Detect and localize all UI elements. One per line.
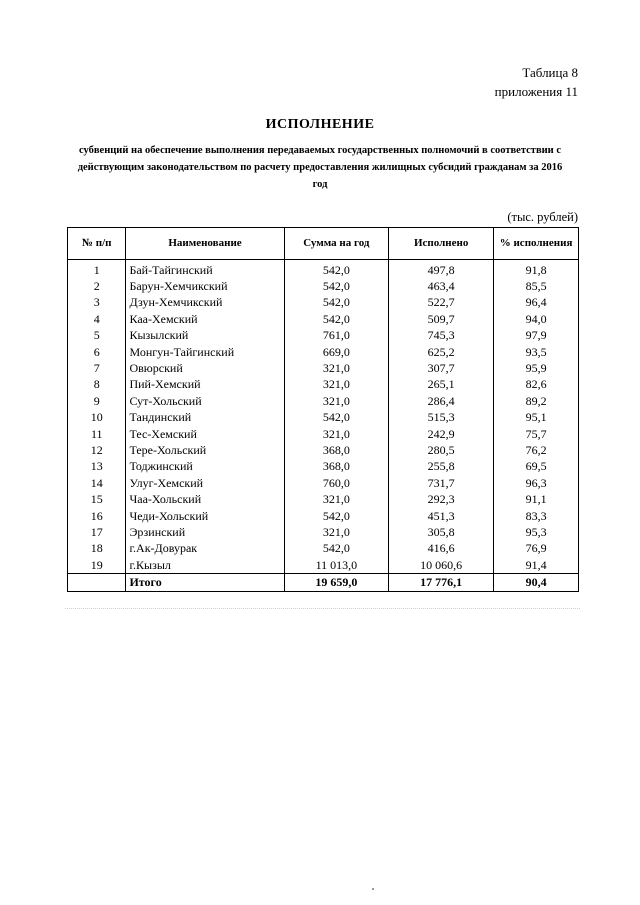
table-row [68, 360, 579, 376]
row-annual-sum-cell: 321,0 [284, 360, 389, 376]
row-executed-cell: 286,4 [389, 393, 494, 409]
row-number-cell: 16 [68, 508, 126, 524]
row-percent-cell: 91,1 [494, 491, 579, 507]
row-percent-cell: 76,2 [494, 442, 579, 458]
row-number-cell: 10 [68, 410, 126, 426]
table-number-label: Таблица 8 [522, 65, 578, 80]
row-name-cell: Улуг-Хемский [126, 475, 284, 491]
row-name-cell: Каа-Хемский [126, 311, 284, 327]
row-executed-cell: 463,4 [389, 278, 494, 294]
row-annual-sum-cell: 542,0 [284, 508, 389, 524]
row-percent-cell: 91,4 [494, 557, 579, 574]
row-number-cell: 11 [68, 426, 126, 442]
table-row [68, 328, 579, 344]
row-name-cell: Монгун-Тайгинский [126, 344, 284, 360]
table-row [68, 311, 579, 327]
row-executed-cell: 305,8 [389, 524, 494, 540]
row-annual-sum-cell: 11 013,0 [284, 557, 389, 574]
row-annual-sum-cell: 368,0 [284, 442, 389, 458]
table-row [68, 393, 579, 409]
table-row [68, 491, 579, 507]
units-label: (тыс. рублей) [507, 210, 578, 224]
column-header-annual-sum: Сумма на год [284, 228, 389, 260]
table-body [68, 260, 579, 574]
row-number-cell: 12 [68, 442, 126, 458]
row-number-cell: 7 [68, 360, 126, 376]
row-number-cell: 1 [68, 260, 126, 279]
row-percent-cell: 93,5 [494, 344, 579, 360]
table-row [68, 541, 579, 557]
table-row [68, 260, 579, 279]
row-annual-sum-cell: 761,0 [284, 328, 389, 344]
table-row [68, 442, 579, 458]
row-number-cell: 18 [68, 541, 126, 557]
row-executed-cell: 451,3 [389, 508, 494, 524]
table-row [68, 524, 579, 540]
table-total-row [68, 574, 579, 591]
row-name-cell: Пий-Хемский [126, 377, 284, 393]
total-label-cell: Итого [126, 574, 284, 591]
row-percent-cell: 76,9 [494, 541, 579, 557]
table-row [68, 410, 579, 426]
row-annual-sum-cell: 321,0 [284, 426, 389, 442]
total-percent-cell: 90,4 [494, 574, 579, 591]
table-row [68, 557, 579, 574]
row-percent-cell: 89,2 [494, 393, 579, 409]
row-annual-sum-cell: 542,0 [284, 278, 389, 294]
row-annual-sum-cell: 542,0 [284, 260, 389, 279]
row-annual-sum-cell: 542,0 [284, 541, 389, 557]
row-percent-cell: 95,9 [494, 360, 579, 376]
row-percent-cell: 96,3 [494, 475, 579, 491]
row-executed-cell: 265,1 [389, 377, 494, 393]
row-name-cell: Бай-Тайгинский [126, 260, 284, 279]
table-row [68, 344, 579, 360]
row-annual-sum-cell: 542,0 [284, 410, 389, 426]
table-row [68, 377, 579, 393]
row-executed-cell: 10 060,6 [389, 557, 494, 574]
row-executed-cell: 509,7 [389, 311, 494, 327]
row-executed-cell: 416,6 [389, 541, 494, 557]
row-executed-cell: 522,7 [389, 295, 494, 311]
row-annual-sum-cell: 321,0 [284, 524, 389, 540]
row-executed-cell: 745,3 [389, 328, 494, 344]
row-number-cell: 17 [68, 524, 126, 540]
row-name-cell: Сут-Хольский [126, 393, 284, 409]
row-annual-sum-cell: 321,0 [284, 377, 389, 393]
scan-speck [372, 888, 374, 890]
row-annual-sum-cell: 542,0 [284, 311, 389, 327]
table-row [68, 295, 579, 311]
document-subtitle: субвенций на обеспечение выполнения передаваемых государственных полномочий в соответствии с действующим законодательством по расчету предоставления жилищных субсидий гражданам за 2016 год [77, 145, 563, 190]
row-annual-sum-cell: 321,0 [284, 491, 389, 507]
row-name-cell: Тес-Хемский [126, 426, 284, 442]
row-percent-cell: 97,9 [494, 328, 579, 344]
row-name-cell: Тере-Хольский [126, 442, 284, 458]
total-annual-sum-cell: 19 659,0 [284, 574, 389, 591]
column-header-name: Наименование [126, 228, 284, 260]
row-name-cell: Тандинский [126, 410, 284, 426]
row-executed-cell: 307,7 [389, 360, 494, 376]
column-header-executed: Исполнено [389, 228, 494, 260]
row-annual-sum-cell: 760,0 [284, 475, 389, 491]
row-percent-cell: 94,0 [494, 311, 579, 327]
column-header-percent: % исполнения [494, 228, 579, 260]
total-executed-cell: 17 776,1 [389, 574, 494, 591]
row-name-cell: Барун-Хемчикский [126, 278, 284, 294]
row-executed-cell: 515,3 [389, 410, 494, 426]
appendix-number-label: приложения 11 [494, 84, 578, 99]
row-executed-cell: 242,9 [389, 426, 494, 442]
row-number-cell: 2 [68, 278, 126, 294]
row-number-cell: 13 [68, 459, 126, 475]
table-row [68, 475, 579, 491]
row-number-cell: 6 [68, 344, 126, 360]
row-name-cell: Кызылский [126, 328, 284, 344]
row-number-cell: 19 [68, 557, 126, 574]
row-executed-cell: 497,8 [389, 260, 494, 279]
table-header-row [68, 228, 579, 260]
row-name-cell: Овюрский [126, 360, 284, 376]
row-percent-cell: 95,1 [494, 410, 579, 426]
column-header-number: № п/п [68, 228, 126, 260]
row-percent-cell: 91,8 [494, 260, 579, 279]
row-number-cell: 4 [68, 311, 126, 327]
row-annual-sum-cell: 321,0 [284, 393, 389, 409]
document-title: ИСПОЛНЕНИЕ [265, 117, 375, 132]
appendix-reference [495, 63, 578, 101]
row-number-cell: 14 [68, 475, 126, 491]
row-percent-cell: 96,4 [494, 295, 579, 311]
row-number-cell: 8 [68, 377, 126, 393]
row-percent-cell: 69,5 [494, 459, 579, 475]
row-number-cell: 5 [68, 328, 126, 344]
row-annual-sum-cell: 669,0 [284, 344, 389, 360]
row-name-cell: Дзун-Хемчикский [126, 295, 284, 311]
table-row [68, 278, 579, 294]
row-annual-sum-cell: 542,0 [284, 295, 389, 311]
row-annual-sum-cell: 368,0 [284, 459, 389, 475]
row-executed-cell: 625,2 [389, 344, 494, 360]
row-executed-cell: 255,8 [389, 459, 494, 475]
row-name-cell: г.Ак-Довурак [126, 541, 284, 557]
row-number-cell: 9 [68, 393, 126, 409]
table-row [68, 426, 579, 442]
row-name-cell: Тоджинский [126, 459, 284, 475]
row-executed-cell: 280,5 [389, 442, 494, 458]
row-percent-cell: 82,6 [494, 377, 579, 393]
row-executed-cell: 292,3 [389, 491, 494, 507]
execution-table [67, 227, 579, 592]
row-number-cell: 15 [68, 491, 126, 507]
row-percent-cell: 95,3 [494, 524, 579, 540]
dotted-divider [65, 607, 580, 609]
row-executed-cell: 731,7 [389, 475, 494, 491]
table-row [68, 459, 579, 475]
row-percent-cell: 85,5 [494, 278, 579, 294]
table-row [68, 508, 579, 524]
row-number-cell: 3 [68, 295, 126, 311]
row-name-cell: Чаа-Хольский [126, 491, 284, 507]
row-percent-cell: 83,3 [494, 508, 579, 524]
total-number-cell [68, 574, 126, 591]
row-name-cell: Чеди-Хольский [126, 508, 284, 524]
row-percent-cell: 75,7 [494, 426, 579, 442]
row-name-cell: г.Кызыл [126, 557, 284, 574]
row-name-cell: Эрзинский [126, 524, 284, 540]
